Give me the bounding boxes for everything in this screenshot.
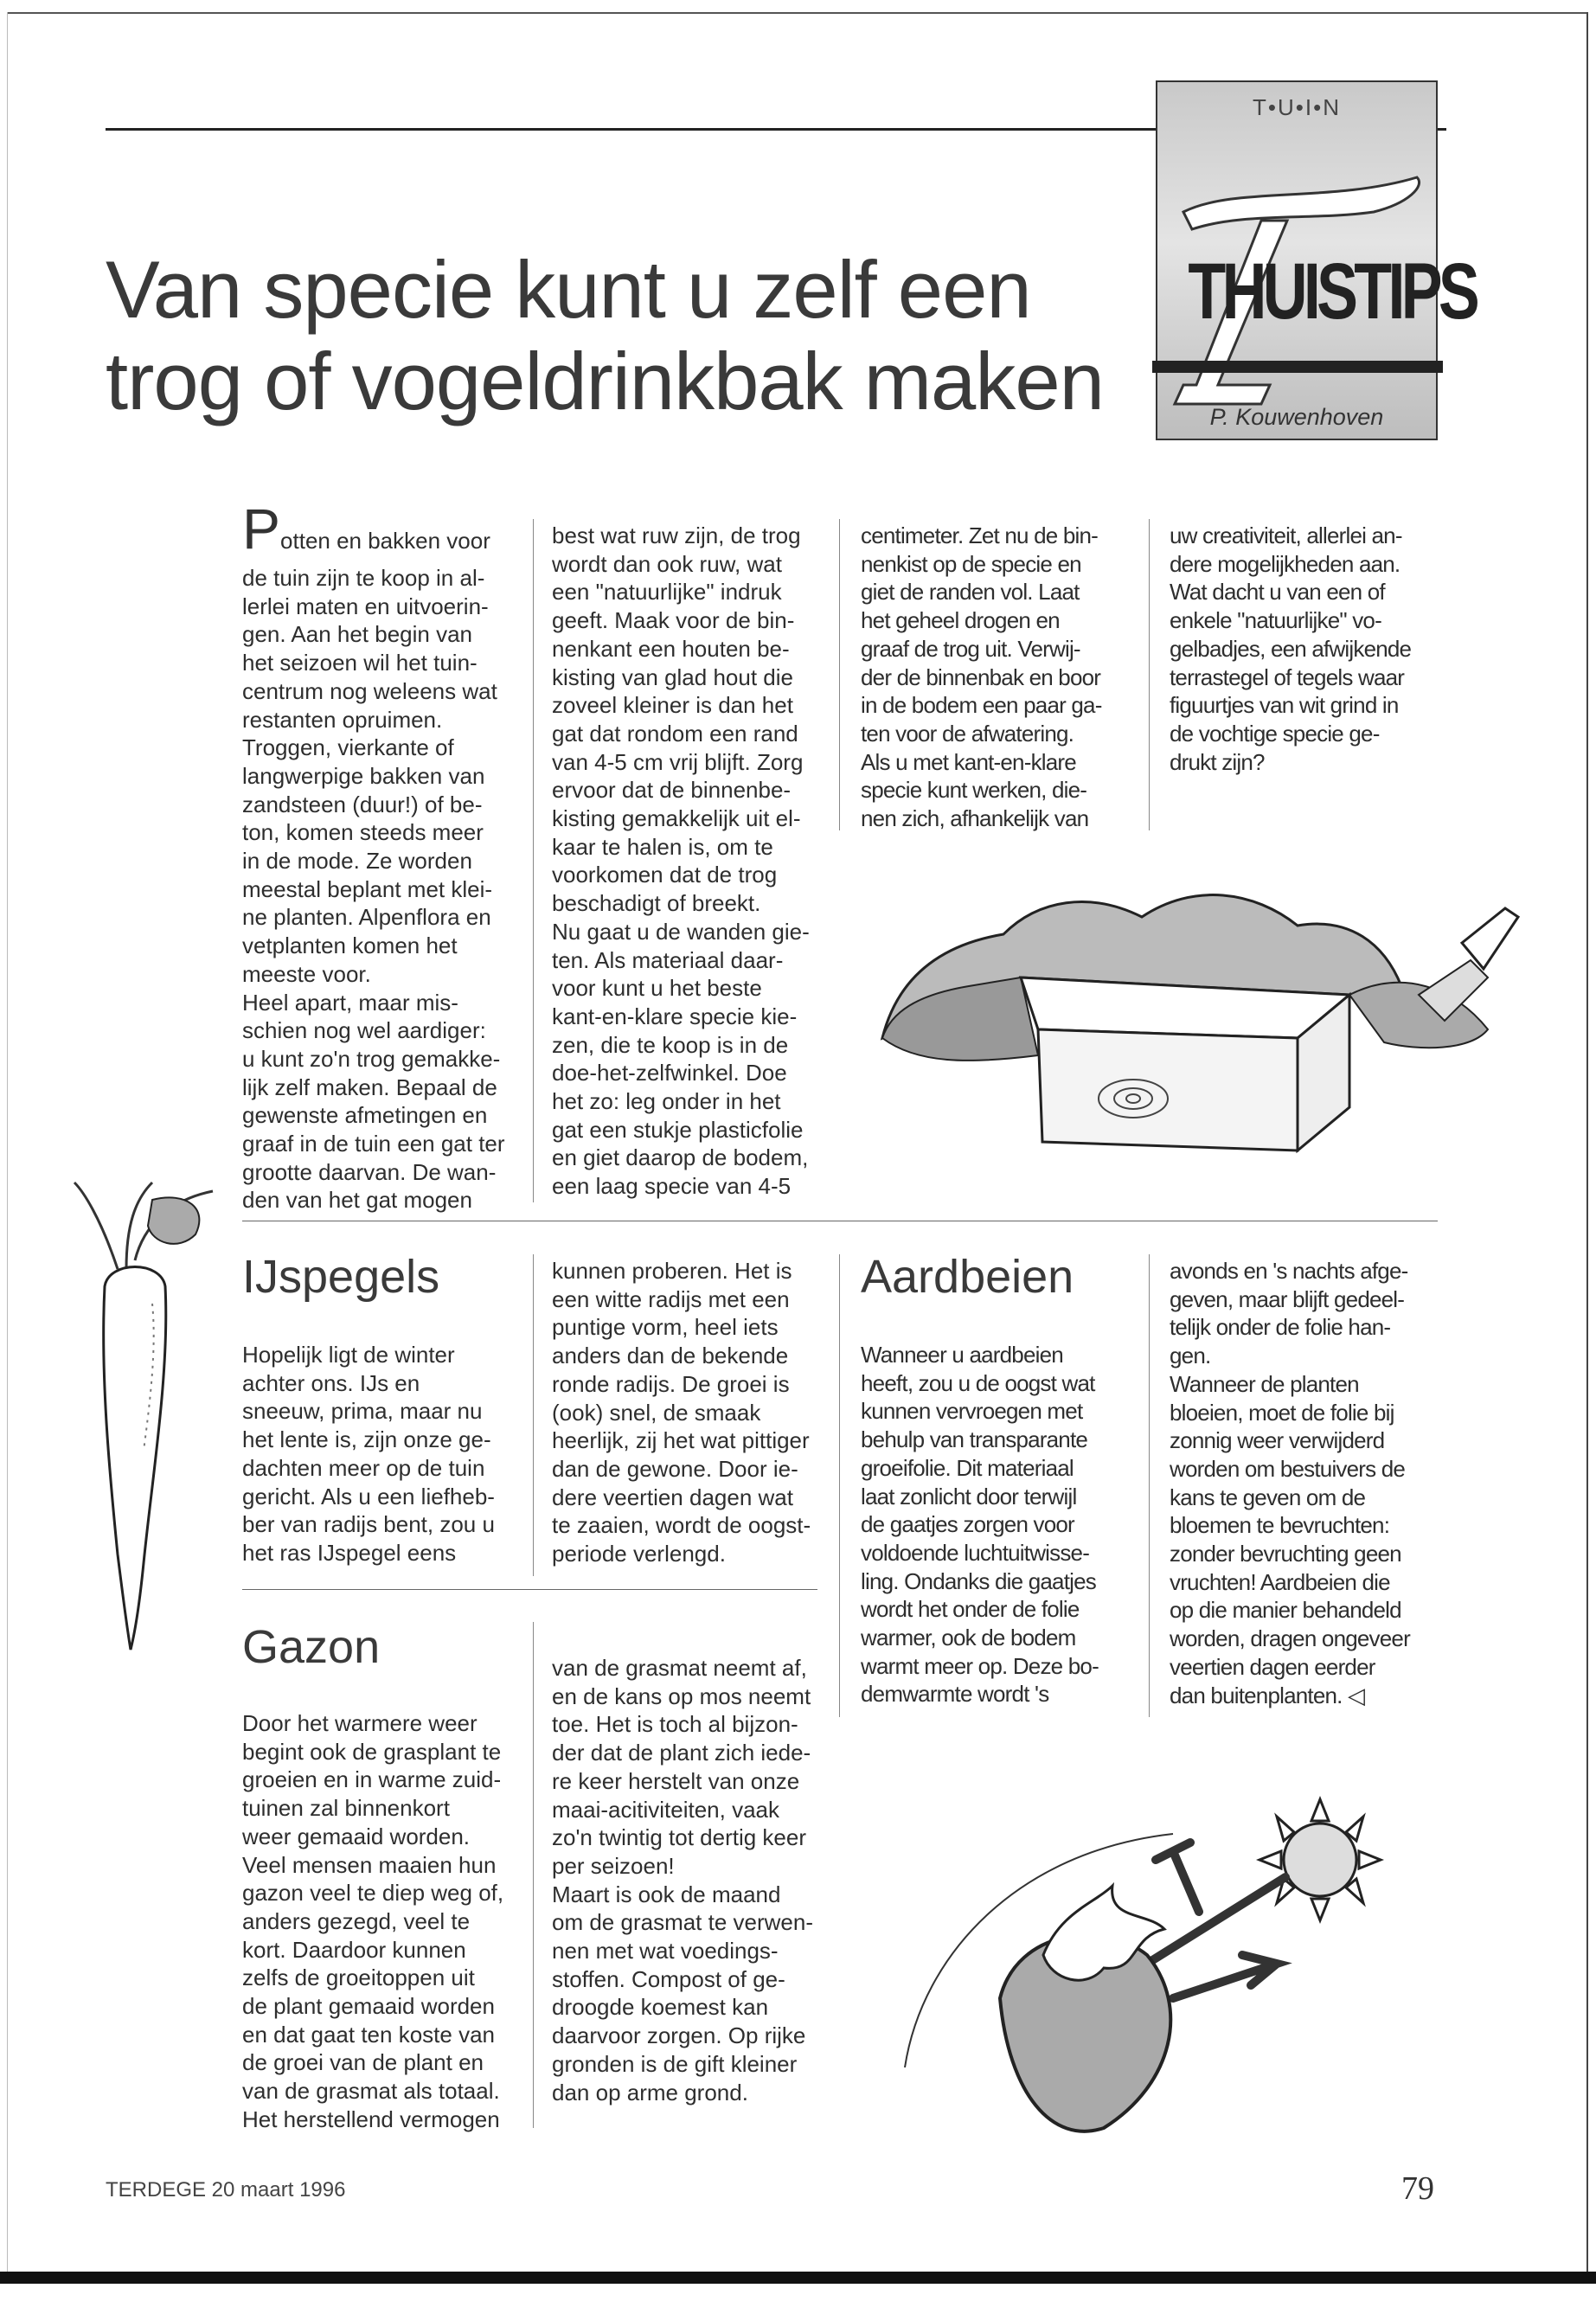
radish-illustration bbox=[66, 1174, 221, 1658]
gazon-column-2: van de grasmat neemt af, en de kans op mos neemt toe. Het is toch al bijzon- der dat de plant zich iede- re keer herstelt van onze maai-acitiviteiten, vaak zo'n twintig tot dertig keer per seizoen! Maart is ook de maand om de grasmat te verwen- nen met wat voedings- stoffen. Compost of ge- droogde koemest kan daarvoor zorgen. Op rijke gronden is de gift kleiner dan op arme grond. bbox=[552, 1655, 814, 2106]
aardbeien-column-1: Wanneer u aardbeien heeft, zou u de oogst wat kunnen vervroegen met behulp van transparante groeifolie. Dit materiaal laat zonlicht door terwijl de gaatjes zorgen voor voldoende luchtuitwisse- ling. Ondanks die gaatjes wordt het onder de folie warmer, ook de bodem warmt meer op. Deze bo- demwarmte wordt 's bbox=[861, 1342, 1099, 1708]
publication-footer: TERDEGE 20 maart 1996 bbox=[106, 2178, 346, 2202]
article-column-1 bbox=[242, 497, 536, 561]
logo-brand: THUISTIPS bbox=[1188, 247, 1477, 336]
column-divider bbox=[1149, 519, 1150, 830]
aardbeien-column-2: avonds en 's nachts afge- geven, maar blijft gedeel- telijk onder de folie han- gen. Wanneer de planten bloeien, moet de folie bij zonnig weer verwijderd worden om bestuivers de kans te geven om de bloemen te bevruchten: zonder bevruchting geen vruchten! Aardbeien die op die manier behandeld worden, dragen ongeveer veertien dagen eerder dan buitenplanten. ◁ bbox=[1170, 1258, 1410, 1708]
article-column-2: best wat ruw zijn, de trog wordt dan ook ruw, wat een "natuurlijke" indruk geeft. Maak voor de bin- nenkant een houten be- kisting van glad hout die zoveel kleiner is dan het gat dat rondom een rand van 4-5 cm vrij blijft. Zorg ervoor dat de binnenbe- kisting gemakkelijk uit el- kaar te halen is, om te voorkomen dat de trog beschadigt of breekt. Nu gaat u de wanden gie- ten. Als materiaal daar- voor kunt u het beste kant-en-klare specie kie- zen, die te koop is in de doe-het-zelfwinkel. Doe het zo: leg onder in het gat een stukje plasticfolie en giet daarop de bodem, een laag specie van 4-5 bbox=[552, 522, 810, 1200]
page-border-right bbox=[1586, 12, 1588, 2272]
logo-bar bbox=[1152, 361, 1443, 373]
ijspegels-column-1: Hopelijk ligt de winter achter ons. IJs en sneeuw, prima, maar nu het lente is, zijn onze ge- dachten meer op de tuin gericht. Als u een liefheb- ber van radijs bent, zou u het ras IJspegel eens bbox=[242, 1342, 495, 1566]
column-divider bbox=[839, 519, 840, 830]
page-border-top bbox=[7, 12, 1587, 14]
column-divider bbox=[839, 1254, 840, 1717]
page-border-left bbox=[7, 12, 8, 2272]
column-divider bbox=[1149, 1254, 1150, 1717]
section-heading-ijspegels: IJspegels bbox=[242, 1251, 440, 1303]
column-divider bbox=[533, 1622, 534, 2128]
gazon-column-1: Door het warmere weer begint ook de grasplant te groeien en in warme zuid- tuinen zal binnenkort weer gemaaid worden. Veel mensen maaien hun gazon veel te diep weg of, anders gezegd, veel te kort. Daardoor kunnen zelfs de groeitoppen uit de plant gemaaid worden en dat gaat ten koste van de groei van de plant en van de grasmat als totaal. Het herstellend vermogen bbox=[242, 1710, 504, 2132]
thuistips-logo bbox=[1156, 80, 1477, 440]
article-column-3: centimeter. Zet nu de bin- nenkist op de specie en giet de randen vol. Laat het geheel drogen en graaf de trog uit. Verwij- der de binnenbak en boor in de bodem een paar ga- ten voor de afwatering. Als u met kant-en-klare specie kunt werken, die- nen zich, afhankelijk van bbox=[861, 522, 1102, 832]
column-divider bbox=[533, 1254, 534, 1576]
strawberry-sun-illustration bbox=[888, 1782, 1415, 2145]
trough-illustration bbox=[865, 865, 1522, 1194]
article-column-4: uw creativiteit, allerlei an- dere mogelijkheden aan. Wat dacht u van een of enkele "natuurlijke" vo- gelbadjes, een afwijkende terrastegel of tegels waar figuurtjes van wit grind in de vochtige specie ge- drukt zijn? bbox=[1170, 522, 1412, 775]
article-title: Van specie kunt u zelf een trog of vogeldrinkbak maken bbox=[106, 244, 1104, 426]
column-divider bbox=[533, 519, 534, 1202]
section-heading-aardbeien: Aardbeien bbox=[861, 1251, 1074, 1303]
logo-section: T•U•I•N bbox=[1253, 94, 1341, 120]
section-heading-gazon: Gazon bbox=[242, 1621, 381, 1673]
first-line: otten en bakken voor bbox=[280, 528, 490, 554]
author-name: P. Kouwenhoven bbox=[1209, 404, 1384, 430]
page-border-bottom bbox=[0, 2272, 1596, 2284]
article-column-1-body: de tuin zijn te koop in al- lerlei maten en uitvoerin- gen. Aan het begin van het seizoen wil het tuin- centrum nog weleens wat restanten opruimen. Troggen, vierkante of langwerpige bakken van zandsteen (duur!) of be- ton, komen steeds meer in de mode. Ze worden meestal beplant met klei- ne planten. Alpenflora en vetplanten komen het meeste voor. Heel apart, maar mis- schien nog wel aardiger: u kunt zo'n trog gemakke- lijk zelf maken. Bepaal de gewenste afmetingen en graaf in de tuin een gat ter grootte daarvan. De wan- den van het gat mogen bbox=[242, 565, 505, 1214]
section-rule bbox=[242, 1589, 817, 1590]
ijspegels-column-2: kunnen proberen. Het is een witte radijs met een puntige vorm, heel iets anders dan de bekende ronde radijs. De groei is (ook) snel, de smaak heerlijk, zij het wat pittiger dan de gewone. Door ie- dere veertien dagen wat te zaaien, wordt de oogst- periode verlengd. bbox=[552, 1258, 811, 1567]
drop-cap: P bbox=[242, 497, 281, 561]
page-number: 79 bbox=[1401, 2170, 1434, 2207]
